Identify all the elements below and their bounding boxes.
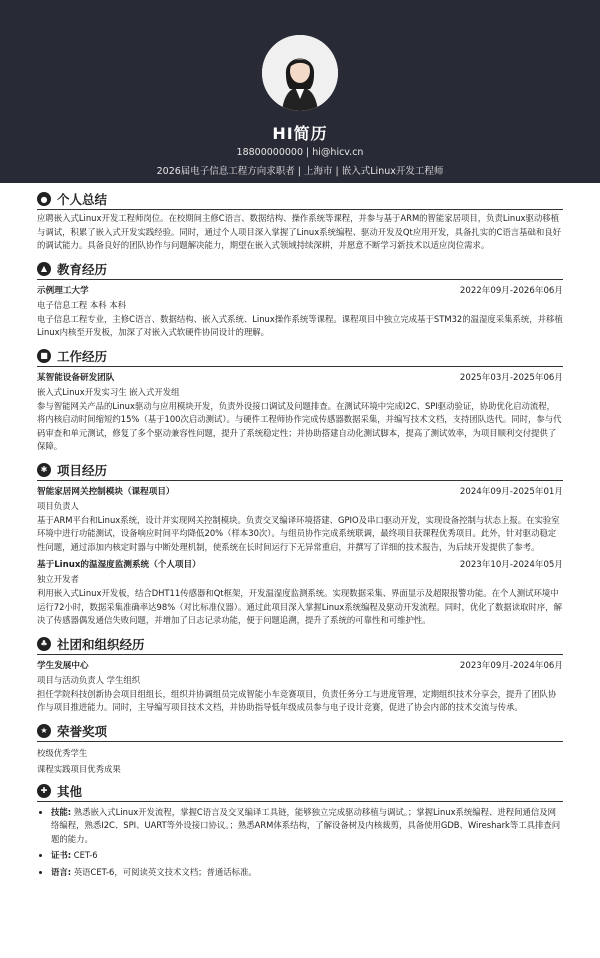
entry-sub: 项目与活动负责人 学生组织 — [37, 674, 141, 685]
entry-header — [37, 285, 563, 297]
entry-header — [37, 372, 563, 384]
list-item — [51, 849, 563, 863]
entry-text: 担任学院科技创新协会项目组组长，组织并协调组员完成智能小车竞赛项目，负责任务分工与进度管理，定期组织技术分享会，提升了团队协作与项目推进能力。同时，主导编写项目技术文档，并协助指导低年级成员参与电子设计竞赛，促进了协会内部的技术交流与传承。 — [37, 688, 557, 712]
entry-date: 2025年03月-2025年06月 — [459, 372, 563, 383]
entry-org: 某智能设备研发团队 — [37, 372, 115, 383]
entry-header — [37, 660, 563, 672]
entry-text: 参与智能网关产品的Linux驱动与应用模块开发，负责外设接口调试及问题排查。在测试环境中完成I2C、SPI驱动验证，协助优化启动流程，将内核启动时间缩短约15%（基于100次启动测试）。与硬件工程师协作完成传感器数据采集，并编写技术文档，支持团队迭代。同时，参与代码审查和单元测试，修复了多个驱动兼容性问题，提升了系统稳定性；并协助搭建自动化测试脚本，提高了测试效率，为项目顺利交付提供了保障。 — [37, 400, 562, 451]
entry-org: 智能家居网关控制模块（课程项目） — [37, 486, 175, 497]
entry-org: 学生发展中心 — [37, 660, 89, 671]
section-campus — [37, 634, 563, 655]
item-label: 证书: — [51, 850, 72, 860]
list-item — [51, 806, 563, 847]
entry-date: 2023年10月-2024年05月 — [459, 560, 563, 570]
section-title: 工作经历 — [57, 348, 108, 364]
entry-sub: 项目负责人 — [37, 500, 79, 511]
section-work — [37, 346, 563, 367]
item-text: 英语CET-6，可阅读英文技术文档；普通话标准。 — [73, 866, 257, 877]
section-title: 项目经历 — [57, 462, 108, 478]
grid-icon: ✚ — [37, 784, 51, 798]
entry-sub: 电子信息工程 本科 本科 — [37, 299, 127, 310]
honor-item: 课程实践项目优秀成果 — [37, 763, 121, 774]
group-icon: ♣ — [37, 637, 51, 651]
resume-header — [0, 0, 600, 183]
entry-sub: 独立开发者 — [37, 574, 79, 584]
entry-date: 2024年09月-2025年01月 — [459, 486, 563, 497]
entry-header — [37, 559, 563, 571]
summary-text: 应聘嵌入式Linux开发工程师岗位。在校期间主修C语言、数据结构、操作系统等课程，并参与基于ARM的智能家居项目，负责Linux驱动移植与调试，积累了嵌入式开发实践经验。同时，通过个人项目深入掌握了Linux系统编程、驱动开发及Qt应用开发，具备扎实的C语言基础和良好的调试能力。具备良好的团队协作与问题解决能力，期望在嵌入式领域持续深耕，并愿意不断学习新技术以适应岗位需求。 — [37, 213, 562, 250]
entry-date: 2023年09月-2024年06月 — [459, 660, 563, 671]
section-title: 社团和组织经历 — [57, 636, 145, 652]
section-education — [37, 259, 563, 280]
profile-photo — [262, 35, 338, 111]
list-item — [51, 866, 563, 880]
section-title: 其他 — [57, 783, 83, 799]
section-honors — [37, 721, 563, 742]
item-label: 语言: — [51, 866, 72, 877]
entry-date: 2022年09月-2026年06月 — [459, 285, 563, 296]
entry-header — [37, 486, 563, 498]
entry-sub: 嵌入式Linux开发实习生 嵌入式开发组 — [37, 386, 180, 397]
gear-icon: ✱ — [37, 463, 51, 477]
entry-text: 电子信息工程专业，主修C语言、数据结构、嵌入式系统、Linux操作系统等课程。课程项目中独立完成基于STM32的温湿度采集系统，并移植Linux内核至开发板，加深了对嵌入式软硬件协同设计的理解。 — [37, 313, 563, 337]
candidate-name: HI简历 — [272, 124, 328, 143]
entry-text: 基于ARM平台和Linux系统，设计并实现网关控制模块。负责交叉编译环境搭建、GPIO及串口驱动开发，实现设备控制与状态上报。在实验室环境中进行功能测试，设备响应时间平均降低20%（样本30次）。与组员协作完成系统联调，最终项目获课程优秀项目。此外，针对驱动稳定性问题，通过添加内核定时器与中断处理机制，使系统在长时间运行下无异常重启，并撰写了详细的技术报告，为后续开发提供了参考。 — [37, 514, 560, 552]
section-title: 教育经历 — [57, 261, 108, 277]
entry-text: 利用嵌入式Linux开发板，结合DHT11传感器和Qt框架，开发温湿度监测系统。实现数据采集、界面显示及超限报警功能。在个人测试环境中运行72小时，数据采集准确率达98%（对比标准仪器）。通过此项目深入掌握Linux系统编程及驱动开发流程。同时，优化了数据读取时序，解决了传感器偶发通信失败问题，并增加了日志记录功能，便于问题追溯，提升了系统的可靠性和可维护性。 — [37, 588, 563, 625]
user-icon: ● — [37, 192, 51, 206]
portrait-image — [262, 35, 338, 111]
item-label: 技能: — [51, 806, 72, 817]
job-intent: 2026届电子信息工程方向求职者 | 上海市 | 嵌入式Linux开发工程师 — [156, 166, 444, 177]
honor-item: 校级优秀学生 — [37, 747, 88, 758]
other-list — [37, 806, 563, 880]
graduation-cap-icon: ▲ — [37, 262, 51, 276]
item-text: 熟悉嵌入式Linux开发流程，掌握C语言及交叉编译工具链，能够独立完成驱动移植与调试。；掌握Linux系统编程、进程间通信及网络编程，熟悉I2C、SPI、UART等外设接口协议。；熟悉ARM体系结构，了解设备树及内核裁剪，具备使用GDB、Wireshark等工具排查问题的能力。 — [51, 806, 561, 844]
section-summary — [37, 189, 563, 210]
trophy-icon: ★ — [37, 724, 51, 738]
contact-info: 18800000000 | hi@hicv.cn — [236, 147, 364, 158]
entry-org: 基于Linux的温湿度监测系统（个人项目） — [37, 560, 201, 570]
section-other — [37, 781, 563, 802]
section-title: 个人总结 — [57, 192, 108, 207]
briefcase-icon: ■ — [37, 349, 51, 363]
section-projects — [37, 460, 563, 481]
item-text: CET-6 — [73, 850, 98, 860]
section-title: 荣誉奖项 — [57, 723, 108, 739]
entry-org: 示例理工大学 — [37, 285, 89, 296]
